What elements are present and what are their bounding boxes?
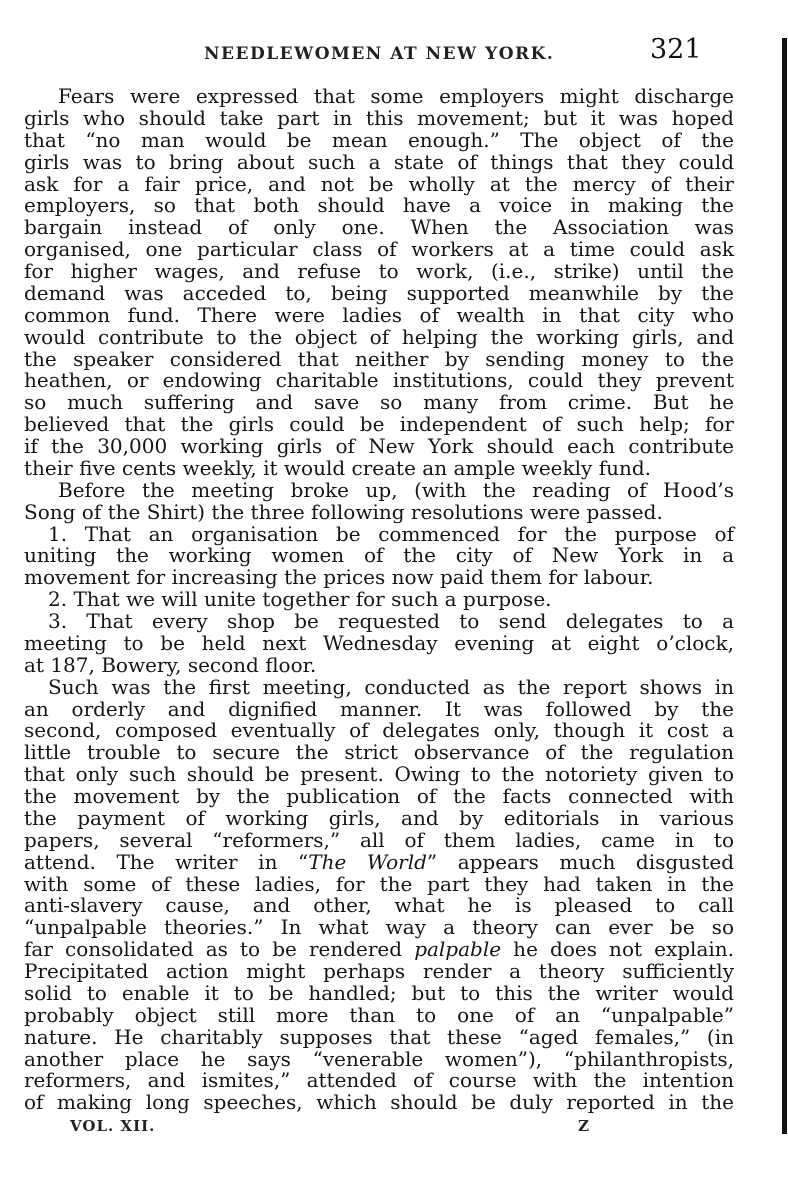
text-line: Precipitated action might perhaps render a theory sufficiently bbox=[24, 959, 734, 983]
body-text bbox=[24, 86, 734, 1114]
page-number: 321 bbox=[650, 34, 702, 65]
text-line: movement for increasing the prices now paid them for labour. bbox=[24, 565, 654, 590]
text-line: girls was to bring about such a state of things that they could bbox=[24, 149, 734, 174]
text-line: organised, one particular class of workers at a time could ask bbox=[24, 237, 734, 262]
text-line: employers, so that both should have a voice in making the bbox=[24, 193, 734, 218]
text-run: he does not explain. bbox=[501, 937, 734, 962]
text-line: their five cents weekly, it would create an ample weekly fund. bbox=[24, 455, 652, 480]
italic-title: The World bbox=[308, 849, 427, 874]
text-line: 3. That every shop be requested to send delegates to a bbox=[48, 609, 734, 633]
text-line-with-italic bbox=[24, 939, 734, 961]
text-run: ” appears much disgusted bbox=[426, 849, 734, 874]
text-line: Fears were expressed that some employers might discharge bbox=[58, 84, 734, 108]
text-line: little trouble to secure the strict observance of the regulation bbox=[24, 740, 734, 765]
text-line: 1. That an organisation be commenced for the purpose of bbox=[48, 521, 734, 546]
signature-mark: Z bbox=[578, 1117, 589, 1135]
text-line: would contribute to the object of helping the working girls, and bbox=[24, 324, 734, 349]
text-line: papers, several “reformers,” all of them ladies, came in to bbox=[24, 827, 734, 852]
text-line: the movement by the publication of the facts connected with bbox=[24, 784, 734, 808]
text-run: far consolidated as to be rendered bbox=[24, 937, 415, 962]
text-line: the payment of working girls, and by editorials in various bbox=[24, 805, 734, 830]
text-line: nature. He charitably supposes that these “aged females,” (in bbox=[24, 1024, 734, 1049]
text-line: another place he says “venerable women”), “philanthropists, bbox=[24, 1046, 734, 1071]
italic-word: palpable bbox=[414, 937, 502, 962]
text-line: Before the meeting broke up, (with the reading of Hood’s bbox=[58, 477, 734, 502]
text-line: at 187, Bowery, second floor. bbox=[24, 652, 317, 677]
page-footer bbox=[0, 1117, 788, 1139]
text-line: “unpalpable theories.” In what way a theory can ever be so bbox=[24, 915, 734, 940]
text-line: probably object still more than to one of an “unpalpable” bbox=[24, 1002, 734, 1027]
text-line: 2. That we will unite together for such a purpose. bbox=[48, 587, 552, 612]
text-line: common fund. There were ladies of wealth in that city who bbox=[24, 302, 734, 327]
text-line: with some of these ladies, for the part they had taken in the bbox=[24, 871, 734, 896]
text-line: believed that the girls could be independent of such help; for bbox=[24, 412, 734, 437]
text-line: anti-slavery cause, and other, what he is pleased to call bbox=[24, 893, 734, 918]
text-run: attend. The writer in “ bbox=[24, 849, 309, 874]
text-line: girls who should take part in this movement; but it was hoped bbox=[24, 105, 734, 130]
text-line: heathen, or endowing charitable institutions, could they prevent bbox=[24, 368, 734, 393]
text-line: so much suffering and save so many from crime. But he bbox=[24, 390, 734, 415]
text-line: for higher wages, and refuse to work, (i.e., strike) until the bbox=[24, 259, 734, 283]
running-title: NEEDLEWOMEN AT NEW YORK. bbox=[204, 44, 555, 64]
text-line: of making long speeches, which should be duly reported in the bbox=[24, 1090, 734, 1115]
text-line: meeting to be held next Wednesday evening at eight o’clock, bbox=[24, 630, 734, 655]
text-line: solid to enable it to be handled; but to this the writer would bbox=[24, 980, 734, 1005]
text-line: demand was acceded to, being supported meanwhile by the bbox=[24, 280, 734, 305]
text-line: the speaker considered that neither by sending money to the bbox=[24, 346, 734, 371]
text-line: uniting the working women of the city of New York in a bbox=[24, 543, 734, 568]
text-line: if the 30,000 working girls of New York should each contribute bbox=[24, 434, 734, 458]
text-line: ask for a fair price, and not be wholly at the mercy of their bbox=[24, 171, 734, 196]
text-line: an orderly and dignified manner. It was followed by the bbox=[24, 696, 734, 721]
volume-label: VOL. XII. bbox=[70, 1117, 156, 1135]
text-line: Song of the Shirt) the three following resolutions were passed. bbox=[24, 499, 663, 524]
text-line: that “no man would be mean enough.” The object of the bbox=[24, 127, 734, 152]
text-line: Such was the first meeting, conducted as the report shows in bbox=[48, 674, 734, 699]
text-line: reformers, and ismites,” attended of course with the intention bbox=[24, 1068, 734, 1093]
text-line: second, composed eventually of delegates only, though it cost a bbox=[24, 718, 734, 743]
text-line: bargain instead of only one. When the Association was bbox=[24, 215, 734, 240]
text-line: that only such should be present. Owing to the notoriety given to bbox=[24, 762, 734, 787]
text-line-with-italic bbox=[24, 849, 734, 874]
